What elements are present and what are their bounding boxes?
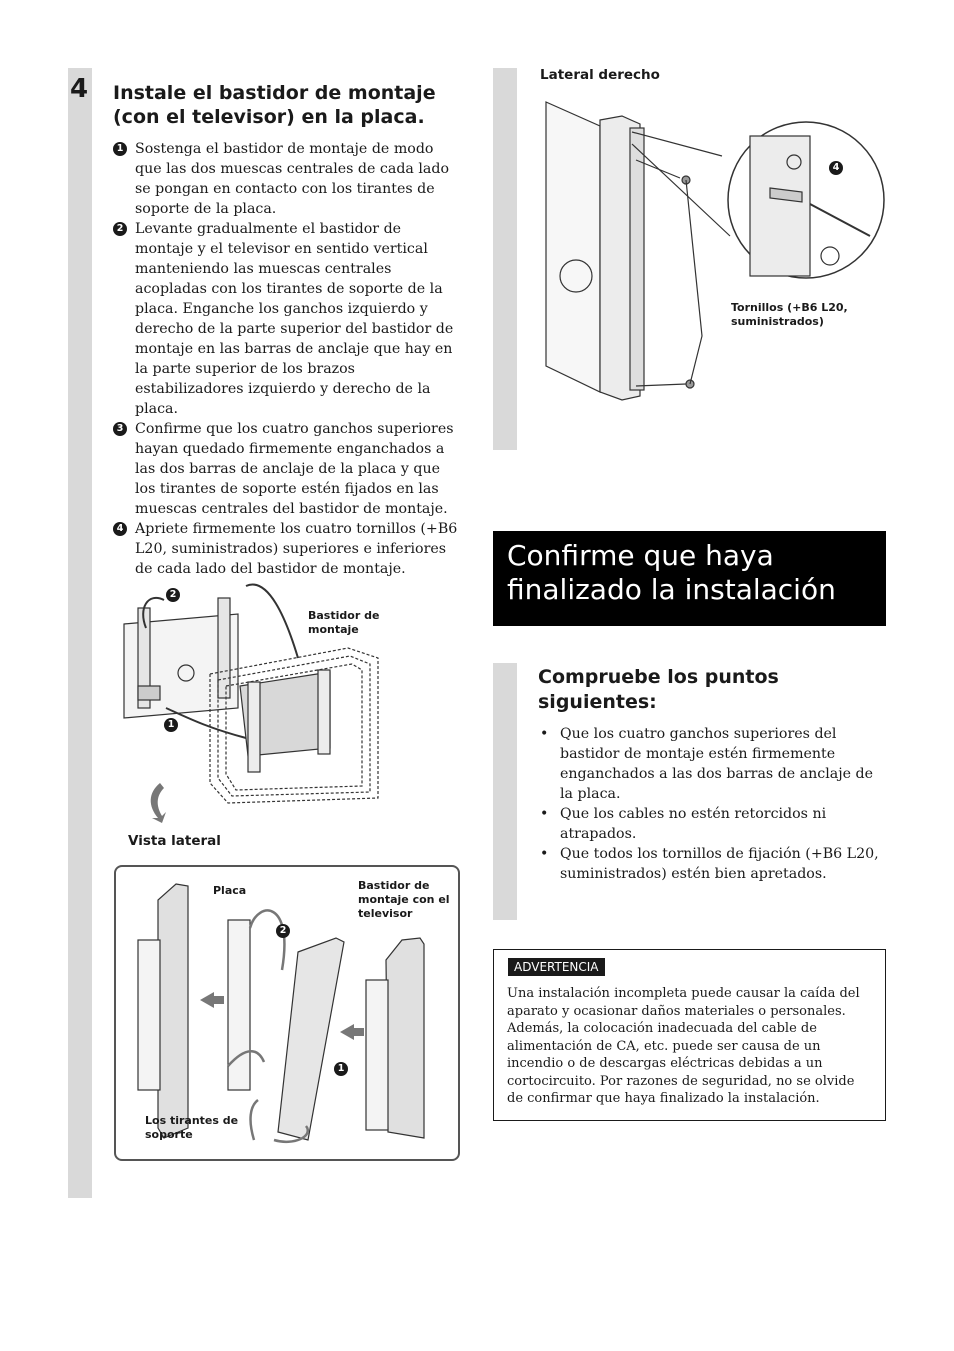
step-number: 4 — [70, 74, 89, 104]
check-title: Compruebe los puntos siguientes: — [538, 666, 779, 713]
warning-text: Una instalación incompleta puede causar la caída del aparato y ocasionar daños materiales o personales. Además, la colocación inadecuada del cable de alimentación de CA, etc. puede ser causa de un incendio o de descargas eléctricas debidas a un cortocircuito. Por razones de seguridad, no se olvide de confirmar que haya finalizado la instalación. — [507, 986, 860, 1106]
step-instructions — [113, 139, 463, 579]
label-right-side: Lateral derecho — [540, 67, 660, 83]
side-marker-2: 2 — [276, 924, 290, 938]
warning-badge: ADVERTENCIA — [508, 958, 605, 976]
right-marker-4: 4 — [829, 161, 843, 175]
instruction-item-4 — [113, 519, 463, 579]
step-title: Instale el bastidor de montaje (con el televisor) en la placa. — [113, 82, 436, 128]
left-margin-bar — [68, 68, 92, 1198]
check-list — [538, 724, 886, 884]
label-plate: Placa — [213, 884, 247, 897]
side-marker-1: 1 — [334, 1062, 348, 1076]
section-title: Confirme que haya finalizado la instalación — [493, 531, 886, 626]
instruction-item-3 — [113, 419, 463, 519]
instruction-text-3: Confirme que los cuatro ganchos superiores hayan quedado firmemente enganchados a las dos barras de anclaje de la placa y que los tirantes de soporte estén fijados en las muescas centrales del bastidor de montaje. — [135, 421, 454, 517]
label-mounting-frame: Bastidor de montaje — [308, 609, 380, 636]
step-marker-4: 4 — [113, 522, 127, 536]
check-item: • Que los cables no estén retorcidos ni atrapados. — [538, 804, 886, 844]
right-top-margin-bar — [493, 68, 517, 450]
main-marker-1: 1 — [164, 718, 178, 732]
label-support-straps: Los tirantes de soporte — [145, 1114, 239, 1141]
instruction-item-1 — [113, 139, 463, 219]
right-side-illustration — [540, 96, 888, 416]
step-marker-3: 3 — [113, 422, 127, 436]
right-check-margin-bar — [493, 663, 517, 920]
step-marker-1: 1 — [113, 142, 127, 156]
instruction-text-4: Apriete firmemente los cuatro tornillos (+B6 L20, suministrados) superiores e inferiores de cada lado del bastidor de montaje. — [135, 521, 458, 577]
label-frame-with-tv: Bastidor de montaje con el televisor — [358, 879, 450, 920]
check-item: • Que los cuatro ganchos superiores del bastidor de montaje estén firmemente enganchados a las dos barras de anclaje de la placa. — [538, 724, 886, 804]
main-marker-2: 2 — [166, 588, 180, 602]
label-side-view: Vista lateral — [128, 833, 221, 849]
label-screws: Tornillos (+B6 L20, suministrados) — [731, 301, 848, 328]
check-item: • Que todos los tornillos de fijación (+B6 L20, suministrados) estén bien apretados. — [538, 844, 886, 884]
instruction-text-1: Sostenga el bastidor de montaje de modo que las dos muescas centrales de cada lado se pongan en contacto con los tirantes de soporte de la placa. — [135, 141, 449, 217]
instruction-item-2 — [113, 219, 463, 419]
step-marker-2: 2 — [113, 222, 127, 236]
instruction-text-2: Levante gradualmente el bastidor de montaje y el televisor en sentido vertical manteniendo las muescas centrales acopladas con los tirantes de soporte de la placa. Enganche los ganchos izquierdo y derecho de la parte superior del bastidor de montaje en las barras de anclaje que hay en la parte superior de los brazos estabilizadores izquierdo y derecho de la placa. — [135, 221, 454, 417]
